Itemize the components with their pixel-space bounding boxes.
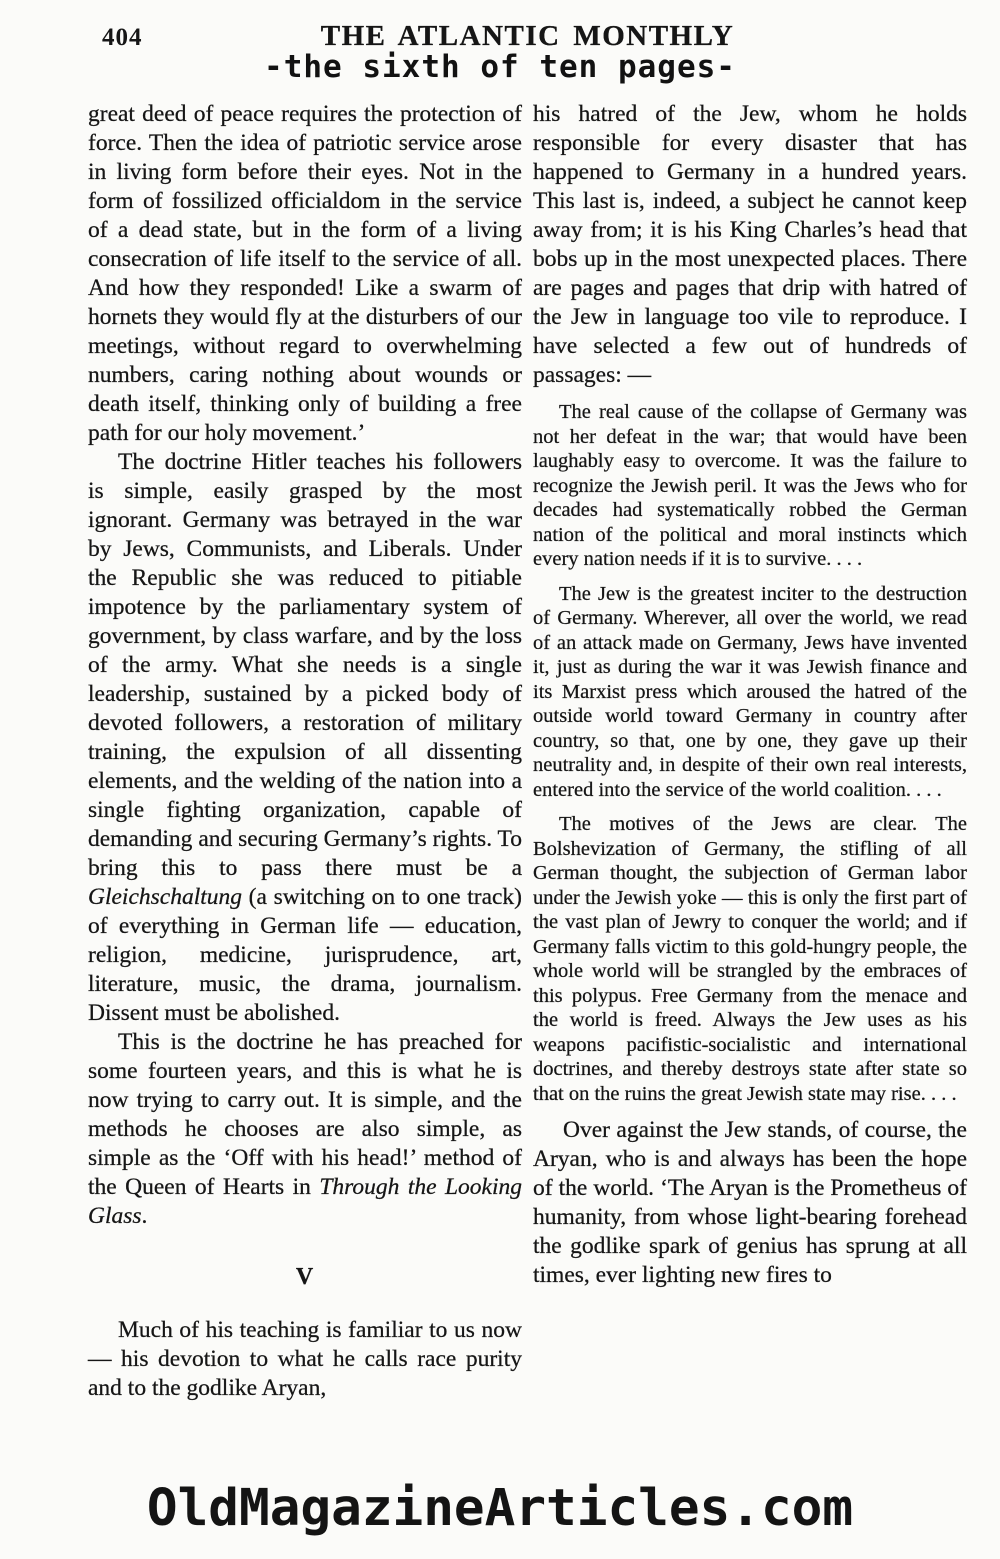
text-run: Much of his teaching is familiar to us now — his devotion to what he calls race purity and to the godlike Aryan, — [88, 1317, 522, 1401]
right-column — [533, 100, 967, 1290]
text-run: The doctrine Hitler teaches his followers is simple, easily grasped by the most ignorant. Germany was betrayed in the war by Jews, Communists, and Liberals. Under the Republic she was reduced to pitiable impotence by the parliamentary system of government, by class warfare, and by the loss of the army. What she needs is a single leadership, sustained by a picked body of devoted followers, a restoration of military training, the expulsion of all dissenting elements, and the welding of the nation into a single fighting organization, capable of demanding and securing Germany’s rights. To bring this to pass there must be a — [88, 449, 522, 881]
page-subtitle: -the sixth of ten pages- — [264, 49, 736, 85]
text-run: (a switching on to one track) of everything in German life — education, religion, medicine, jurisprudence, art, literature, music, the drama, journalism. Dissent must be abolished. — [88, 884, 522, 1026]
text-run: . — [141, 1203, 148, 1229]
block-quote — [533, 812, 967, 1106]
text-run: Gleichschaltung — [88, 884, 243, 910]
page-number: 404 — [102, 24, 143, 51]
text-run: V — [295, 1264, 315, 1290]
paragraph — [88, 100, 522, 448]
journal-title: THE ATLANTIC MONTHLY — [320, 20, 735, 52]
article-body — [88, 100, 967, 1403]
paragraph — [533, 1116, 967, 1290]
text-run: Through the Looking Glass — [88, 1174, 522, 1229]
text-run: great deed of peace requires the protection of force. Then the idea of patriotic service arose in living form before their eyes. Not in the form of fossilized officialdom in the service of a dead state, but in the form of a living consecration of life itself to the service of all. And how they responded! Like a swarm of hornets they would fly at the disturbers of our meetings, without regard to overwhelming numbers, caring nothing about wounds or death itself, thinking only of building a free path for our holy movement.’ — [88, 101, 522, 446]
watermark: OldMagazineArticles.com — [146, 1479, 854, 1538]
paragraph — [88, 448, 522, 1028]
section-heading — [88, 1263, 522, 1292]
left-column — [88, 100, 522, 1403]
block-quote — [533, 582, 967, 803]
text-run: The Jew is the greatest inciter to the destruction of Germany. Wherever, all over the world, we read of an attack made on Germany, Jews have invented it, just as during the war it was Jewish finance and its Marxist press which aroused the hatred of the outside world toward Germany in country after country, so that, one by one, they gave up their neutrality and, in despite of their own real interests, entered into the service of the world coalition. . . . — [533, 582, 967, 801]
paragraph — [88, 1316, 522, 1403]
block-quote — [533, 400, 967, 572]
text-run: This is the doctrine he has preached for some fourteen years, and this is what he is now trying to carry out. It is simple, and the methods he chooses are also simple, as simple as the ‘Off with his head!’ method of the Queen of Hearts in — [88, 1029, 522, 1200]
paragraph — [533, 100, 967, 390]
text-run: The real cause of the collapse of Germany was not her defeat in the war; that would have been laughably easy to overcome. It was the failure to recognize the Jewish peril. It was the Jews who for decades had systematically robbed the German nation of the political and moral instincts which every nation needs if it is to survive. . . . — [533, 401, 967, 570]
text-run: The motives of the Jews are clear. The Bolshevization of Germany, the stifling of all German thought, the subjection of German labor under the Jewish yoke — this is only the first part of the vast plan of Jewry to conquer the world; and if Germany falls victim to this gold-hungry people, the whole world will be strangled by the embraces of this polypus. Free Germany from the menace and the world is freed. Always the Jew uses as his weapons pacifistic-socialistic and international doctrines, and thereby destroys state after state so that on the ruins the great Jewish state may rise. . . . — [533, 813, 967, 1105]
text-run: his hatred of the Jew, whom he holds responsible for every disaster that has happened to Germany in a hundred years. This last is, indeed, a subject he cannot keep away from; it is his King Charles’s head that bobs up in the most unexpected places. There are pages and pages that drip with hatred of the Jew in language too vile to reproduce. I have selected a few out of hundreds of passages: — — [533, 101, 967, 388]
text-run: Over against the Jew stands, of course, the Aryan, who is and always has been the hope of the world. ‘The Aryan is the Prometheus of humanity, from whose light-bearing forehead the godlike spark of genius has sprung at all times, ever lighting new fires to — [533, 1117, 967, 1288]
paragraph — [88, 1028, 522, 1231]
